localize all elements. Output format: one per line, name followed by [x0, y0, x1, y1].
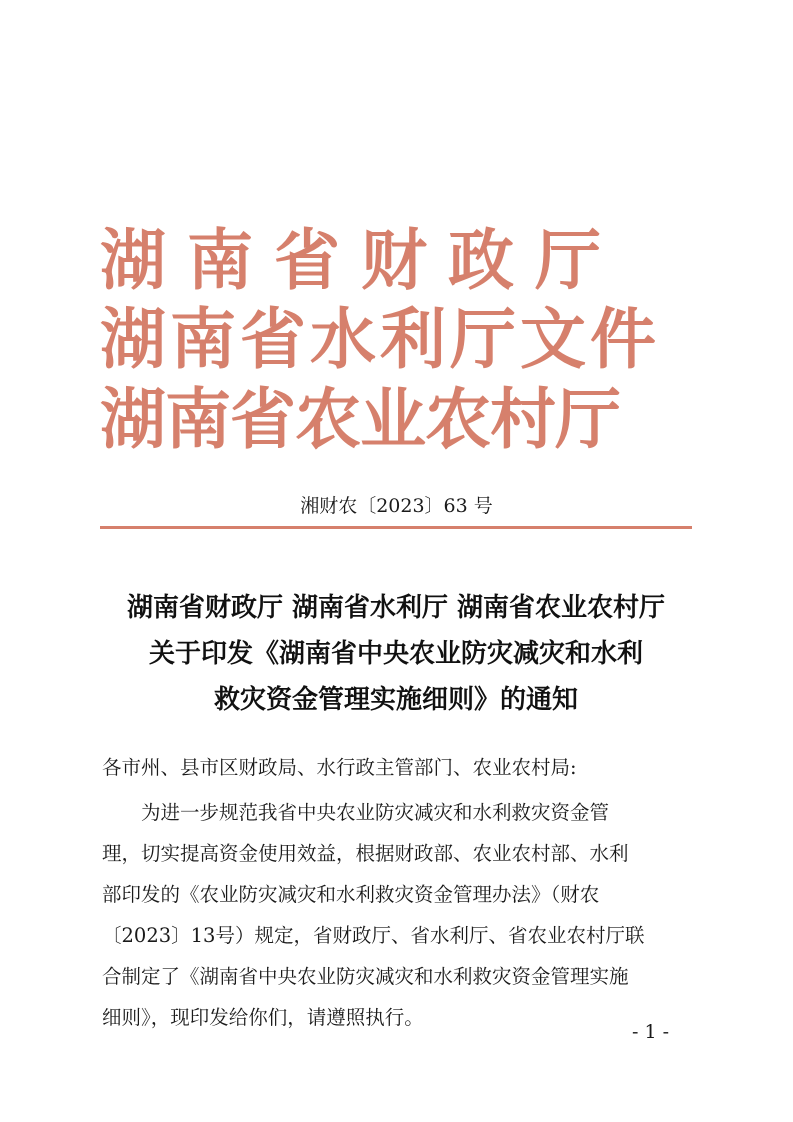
paragraph-line-1: 为进一步规范我省中央农业防灾减灾和水利救灾资金管 — [141, 801, 610, 824]
paragraph-line-6: 细则》，现印发给你们，请遵照执行。 — [102, 1006, 424, 1029]
issuer-line-agriculture: 湖南省农业农村厅 — [100, 380, 620, 458]
page-number: - 1 - — [632, 1021, 670, 1043]
red-divider-rule — [100, 526, 692, 529]
addressee-line: 各市州、县市区财政局、水行政主管部门、农业农村局: — [102, 756, 577, 779]
issuer-line-water: 湖南省水利厅文件 — [100, 300, 660, 378]
issuer-line-finance: 湖南省财政厅 — [100, 221, 622, 299]
paragraph-line-4: 〔2023〕13号）规定，省财政厅、省水利厅、省农业农村厅联 — [102, 924, 645, 947]
paragraph-line-3: 部印发的《农业防灾减灾和水利救灾资金管理办法》（财农 — [102, 883, 600, 906]
body-paragraph — [102, 792, 692, 1038]
paragraph-line-2: 理，切实提高资金使用效益，根据财政部、农业农村部、水利 — [102, 842, 629, 865]
title-line-2: 关于印发《湖南省中央农业防灾减灾和水利 — [148, 639, 643, 669]
title-line-3: 救灾资金管理实施细则》的通知 — [213, 685, 578, 715]
document-title — [60, 585, 732, 723]
paragraph-line-5: 合制定了《湖南省中央农业防灾减灾和水利救灾资金管理实施 — [102, 965, 629, 988]
document-number: 湘财农〔2023〕63 号 — [300, 495, 493, 517]
title-line-1: 湖南省财政厅 湖南省水利厅 湖南省农业农村厅 — [126, 593, 666, 623]
